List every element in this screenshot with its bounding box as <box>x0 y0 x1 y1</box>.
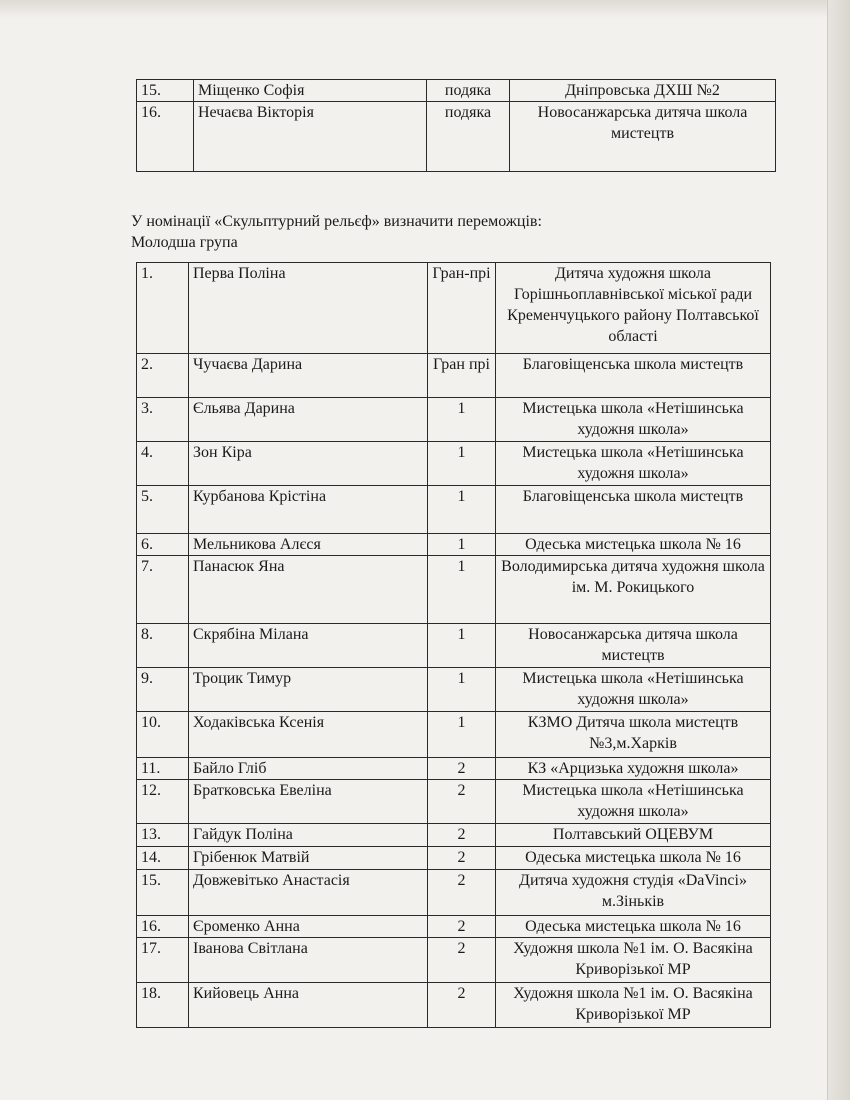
award: 2 <box>428 847 496 870</box>
table-row <box>137 712 771 758</box>
participant-name: Довжевітько Анастасія <box>189 870 428 916</box>
school-name: Новосанжарська дитяча школа мистецтв <box>510 102 776 172</box>
award: 2 <box>428 824 496 847</box>
award: Гран-прі <box>428 263 496 354</box>
award: 2 <box>428 983 496 1028</box>
table-row <box>137 534 771 556</box>
table-row <box>137 556 771 624</box>
table-row <box>137 870 771 916</box>
school-name: Мистецька школа «Нетішинська художня школа» <box>496 442 771 486</box>
school-name: Мистецька школа «Нетішинська художня школа» <box>496 398 771 442</box>
table-row <box>137 102 776 172</box>
nomination-title: У номінації «Скульптурний рельєф» визначити переможців: <box>131 213 542 230</box>
table-row <box>137 668 771 712</box>
participant-name: Братковська Евеліна <box>189 780 428 824</box>
row-number: 7. <box>137 556 189 624</box>
school-name: КЗ «Арцизька художня школа» <box>496 758 771 780</box>
row-number: 18. <box>137 983 189 1028</box>
award: 1 <box>428 442 496 486</box>
table-row <box>137 354 771 398</box>
participant-name: Мельникова Алєся <box>189 534 428 556</box>
page-top-shadow <box>0 0 850 18</box>
row-number: 2. <box>137 354 189 398</box>
award: 2 <box>428 916 496 938</box>
participant-name: Чучаєва Дарина <box>189 354 428 398</box>
school-name: Володимирська дитяча художня школа ім. М. Рокицького <box>496 556 771 624</box>
school-name: Благовіщенська школа мистецтв <box>496 354 771 398</box>
participant-name: Гайдук Поліна <box>189 824 428 847</box>
participant-name: Іванова Світлана <box>189 938 428 983</box>
school-name: Дитяча художня студія «DaVinci» м.Зіньків <box>496 870 771 916</box>
participant-name: Скрябіна Мілана <box>189 624 428 668</box>
school-name: Мистецька школа «Нетішинська художня школа» <box>496 780 771 824</box>
table-row <box>137 80 776 102</box>
table-row <box>137 916 771 938</box>
school-name: Художня школа №1 ім. О. Васякіна Криворізької МР <box>496 938 771 983</box>
table-row <box>137 624 771 668</box>
row-number: 8. <box>137 624 189 668</box>
table-row <box>137 824 771 847</box>
table-row <box>137 486 771 534</box>
table-row <box>137 442 771 486</box>
row-number: 6. <box>137 534 189 556</box>
row-number: 4. <box>137 442 189 486</box>
school-name: Дитяча художня школа Горішньоплавнівської міської ради Кременчуцького району Полтавської області <box>496 263 771 354</box>
award: 1 <box>428 668 496 712</box>
school-name: Одеська мистецька школа № 16 <box>496 534 771 556</box>
row-number: 12. <box>137 780 189 824</box>
award: 2 <box>428 938 496 983</box>
award: 1 <box>428 486 496 534</box>
participant-name: Міщенко Софія <box>194 80 427 102</box>
award: 2 <box>428 758 496 780</box>
school-name: Мистецька школа «Нетішинська художня школа» <box>496 668 771 712</box>
participant-name: Курбанова Крістіна <box>189 486 428 534</box>
row-number: 3. <box>137 398 189 442</box>
school-name: Одеська мистецька школа № 16 <box>496 916 771 938</box>
school-name: Благовіщенська школа мистецтв <box>496 486 771 534</box>
award: Гран прі <box>428 354 496 398</box>
row-number: 11. <box>137 758 189 780</box>
participant-name: Троцик Тимур <box>189 668 428 712</box>
school-name: Дніпровська ДХШ №2 <box>510 80 776 102</box>
row-number: 5. <box>137 486 189 534</box>
award: 2 <box>428 780 496 824</box>
table-row <box>137 847 771 870</box>
table-row <box>137 263 771 354</box>
award: 1 <box>428 534 496 556</box>
results-table-previous <box>136 79 776 172</box>
row-number: 9. <box>137 668 189 712</box>
row-number: 16. <box>137 102 194 172</box>
table-row <box>137 398 771 442</box>
table-row <box>137 938 771 983</box>
row-number: 13. <box>137 824 189 847</box>
school-name: Полтавський ОЦЕВУМ <box>496 824 771 847</box>
participant-name: Ходаківська Ксенія <box>189 712 428 758</box>
participant-name: Єроменко Анна <box>189 916 428 938</box>
table-row <box>137 758 771 780</box>
participant-name: Перва Поліна <box>189 263 428 354</box>
table-row <box>137 983 771 1028</box>
participant-name: Грібенюк Матвій <box>189 847 428 870</box>
row-number: 15. <box>137 870 189 916</box>
row-number: 17. <box>137 938 189 983</box>
school-name: Новосанжарська дитяча школа мистецтв <box>496 624 771 668</box>
participant-name: Байло Гліб <box>189 758 428 780</box>
school-name: Одеська мистецька школа № 16 <box>496 847 771 870</box>
award: 1 <box>428 556 496 624</box>
award: 2 <box>428 870 496 916</box>
award: 1 <box>428 712 496 758</box>
participant-name: Зон Кіра <box>189 442 428 486</box>
school-name: Художня школа №1 ім. О. Васякіна Криворізької МР <box>496 983 771 1028</box>
school-name: КЗМО Дитяча школа мистецтв №3,м.Харків <box>496 712 771 758</box>
table-row <box>137 780 771 824</box>
age-group-title: Молодша група <box>131 234 238 251</box>
participant-name: Нечаєва Вікторія <box>194 102 427 172</box>
row-number: 15. <box>137 80 194 102</box>
participant-name: Єльява Дарина <box>189 398 428 442</box>
row-number: 16. <box>137 916 189 938</box>
participant-name: Кийовець Анна <box>189 983 428 1028</box>
award: 1 <box>428 624 496 668</box>
row-number: 10. <box>137 712 189 758</box>
participant-name: Панасюк Яна <box>189 556 428 624</box>
award: подяка <box>427 102 510 172</box>
award: 1 <box>428 398 496 442</box>
award: подяка <box>427 80 510 102</box>
row-number: 14. <box>137 847 189 870</box>
row-number: 1. <box>137 263 189 354</box>
page-edge <box>827 0 850 1100</box>
results-table <box>136 262 771 1028</box>
